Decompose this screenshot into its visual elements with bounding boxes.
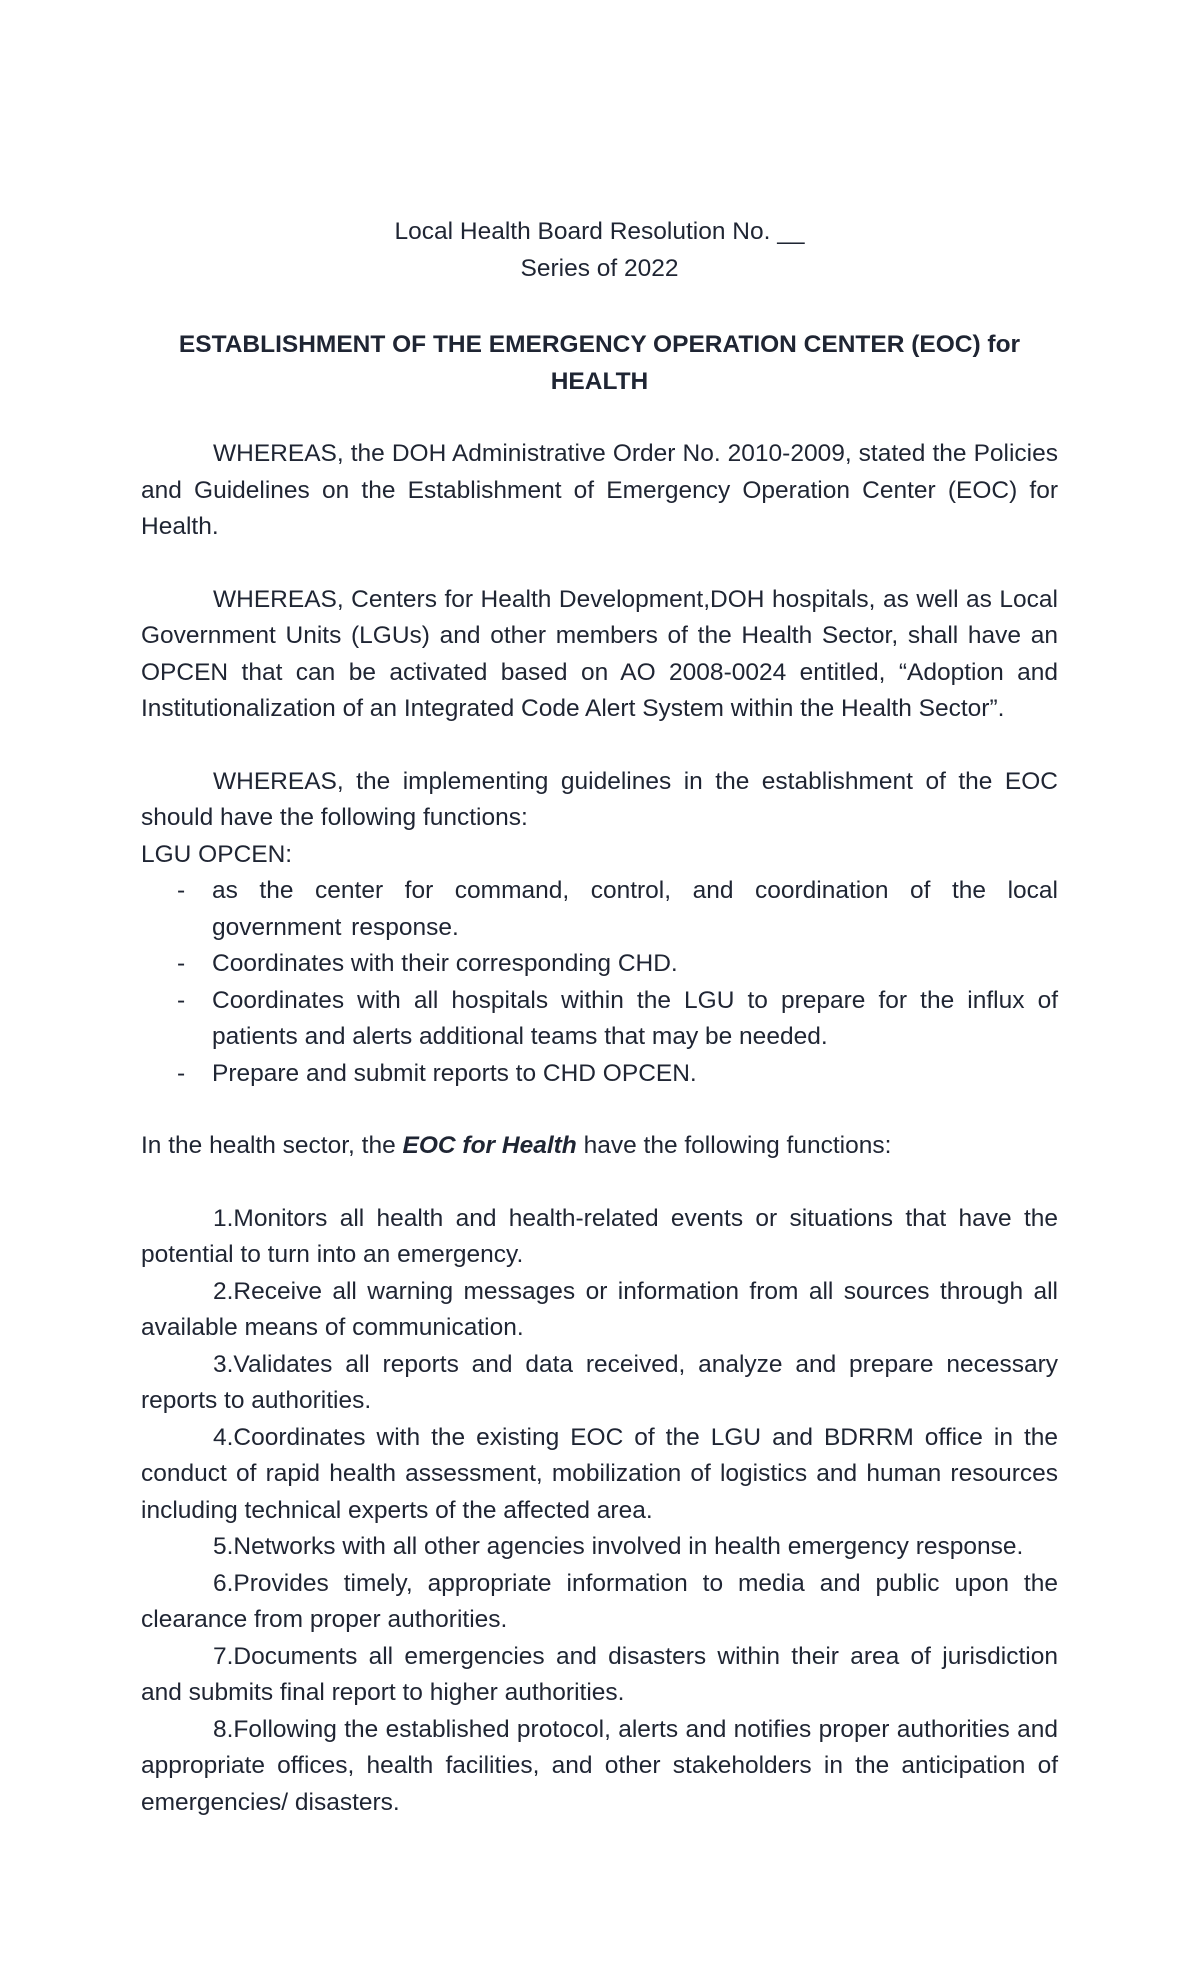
health-sector-prefix: In the health sector, the — [141, 1132, 403, 1159]
list-item: 3.Validates all reports and data received, analyze and prepare necessary reports to authorities. — [141, 1350, 1058, 1414]
resolution-title: ESTABLISHMENT OF THE EMERGENCY OPERATION CENTER (EOC) for HEALTH — [178, 331, 1021, 395]
list-item: - Prepare and submit reports to CHD OPCEN. — [141, 1056, 1058, 1093]
lgu-opcen-label: LGU OPCEN: — [141, 840, 293, 868]
whereas-paragraph-2: WHEREAS, Centers for Health Development,DOH hospitals, as well as Local Government Units (LGUs) and other members of the Health Sector, shall have an OPCEN that can be activated based on AO 2008-0024 entitled, “Adoption and Institutionalization of an Integrated Code Alert System within the Health Sector”. — [141, 585, 1058, 722]
whereas-paragraph-3: WHEREAS, the implementing guidelines in the establishment of the EOC should have the following functions: — [141, 767, 1058, 831]
list-item: - Coordinates with all hospitals within the LGU to prepare for the influx of patients and alerts additional teams that may be needed. — [141, 983, 1058, 1056]
list-item: 1.Monitors all health and health-related events or situations that have the potential to turn into an emergency. — [141, 1204, 1058, 1268]
list-item: 2.Receive all warning messages or information from all sources through all available means of communication. — [141, 1277, 1058, 1341]
list-item: - as the center for command, control, and coordination of the local government response. — [141, 873, 1058, 946]
document-body — [141, 214, 1058, 1821]
list-item: 4.Coordinates with the existing EOC of the LGU and BDRRM office in the conduct of rapid health assessment, mobilization of logistics and human resources including technical experts of the affected area. — [141, 1423, 1058, 1524]
functions-list — [141, 1201, 1058, 1822]
resolution-series: Series of 2022 — [520, 254, 679, 282]
health-sector-intro — [141, 1128, 1058, 1165]
list-item: 8.Following the established protocol, alerts and notifies proper authorities and appropriate offices, health facilities, and other stakeholders in the anticipation of emergencies/ disasters. — [141, 1715, 1058, 1816]
whereas-paragraph-1: WHEREAS, the DOH Administrative Order No. 2010-2009, stated the Policies and Guidelines on the Establishment of Emergency Operation Center (EOC) for Health. — [141, 440, 1058, 540]
list-item: - Coordinates with their corresponding CHD. — [141, 946, 1058, 983]
list-item: 7.Documents all emergencies and disasters within their area of jurisdiction and submits final report to higher authorities. — [141, 1642, 1058, 1706]
list-item: 5.Networks with all other agencies involved in health emergency response. — [213, 1533, 1024, 1560]
health-sector-suffix: have the following functions: — [576, 1132, 892, 1159]
lgu-opcen-list — [141, 873, 1058, 1092]
list-item: 6.Provides timely, appropriate information to media and public upon the clearance from proper authorities. — [141, 1569, 1058, 1633]
eoc-for-health-emphasis: EOC for Health — [402, 1132, 577, 1159]
resolution-number: Local Health Board Resolution No. __ — [394, 218, 805, 245]
